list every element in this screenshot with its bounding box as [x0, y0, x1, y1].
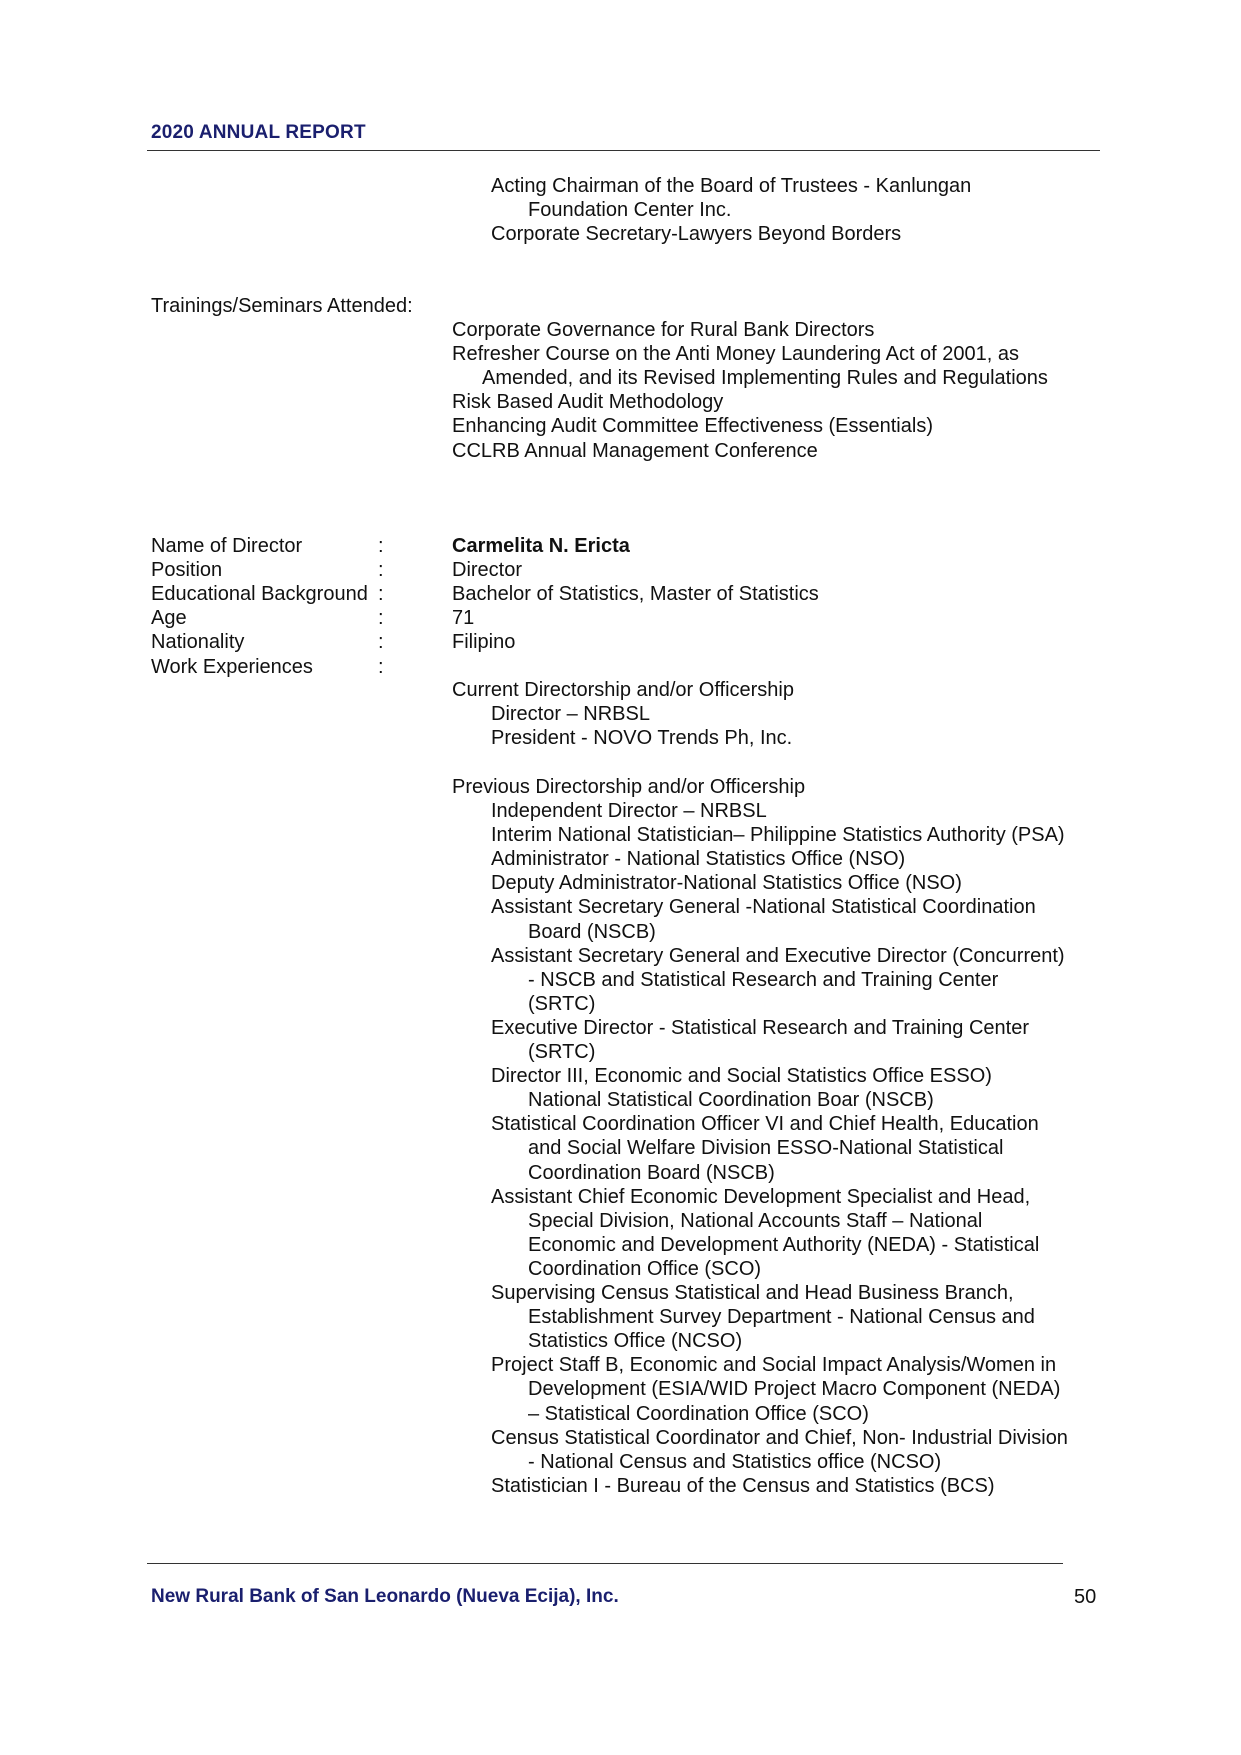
previous-entry: Independent Director – NRBSL [491, 800, 767, 822]
previous-entry-cont: Development (ESIA/WID Project Macro Component (NEDA) [528, 1378, 1061, 1401]
field-value: Director [452, 559, 523, 582]
current-entry: President - NOVO Trends Ph, Inc. [491, 727, 793, 750]
previous-entry-cont: Establishment Survey Department - National Census and [528, 1306, 1035, 1329]
page-number: 50 [1074, 1586, 1097, 1608]
header-rule [147, 150, 1100, 151]
previous-heading: Previous Directorship and/or Officership [452, 776, 806, 798]
field-colon: : [378, 559, 384, 582]
previous-entry: Interim National Statistician– Philippine Statistics Authority (PSA) [491, 824, 1065, 847]
previous-entry-cont: – Statistical Coordination Office (SCO) [528, 1402, 869, 1425]
previous-entry-cont: (SRTC) [528, 1041, 596, 1063]
previous-entry: Assistant Chief Economic Development Specialist and Head, [491, 1185, 1031, 1208]
current-entry: Director – NRBSL [491, 703, 650, 725]
training-entry: Corporate Governance for Rural Bank Directors [452, 319, 875, 341]
previous-entry-cont: and Social Welfare Division ESSO-National Statistical [528, 1137, 1004, 1160]
previous-entry: Supervising Census Statistical and Head Business Branch, [491, 1282, 1014, 1304]
previous-entry-cont: Coordination Office (SCO) [528, 1257, 762, 1280]
field-value: Bachelor of Statistics, Master of Statistics [452, 583, 819, 606]
previous-entry-cont: (SRTC) [528, 992, 596, 1015]
training-entry: Refresher Course on the Anti Money Laundering Act of 2001, as [452, 343, 1020, 366]
previous-entry-cont: Special Division, National Accounts Staff – National [528, 1209, 983, 1232]
field-label: Educational Background [151, 583, 368, 606]
previous-entry-cont: Board (NSCB) [528, 920, 656, 943]
previous-entry: Statistician I - Bureau of the Census and Statistics (BCS) [491, 1474, 995, 1497]
previous-entry: Deputy Administrator-National Statistics Office (NSO) [491, 872, 962, 895]
field-value: Filipino [452, 631, 516, 654]
training-entry: CCLRB Annual Management Conference [452, 439, 818, 462]
previous-entry: Director III, Economic and Social Statistics Office ESSO) [491, 1065, 992, 1088]
footer-rule [147, 1563, 1063, 1564]
field-colon: : [378, 535, 384, 557]
previous-entry: Assistant Secretary General and Executive Director (Concurrent) [491, 944, 1065, 967]
field-value: Carmelita N. Ericta [452, 535, 630, 557]
previous-entry: Census Statistical Coordinator and Chief, Non- Industrial Division [491, 1426, 1068, 1449]
report-title: 2020 ANNUAL REPORT [151, 122, 366, 143]
field-colon: : [378, 583, 384, 606]
field-label: Position [151, 559, 223, 582]
field-label: Nationality [151, 631, 245, 654]
field-colon: : [378, 607, 384, 630]
training-entry: Enhancing Audit Committee Effectiveness (Essentials) [452, 415, 933, 438]
training-entry: Risk Based Audit Methodology [452, 391, 724, 414]
training-entry-cont: Amended, and its Revised Implementing Rules and Regulations [482, 367, 1048, 390]
previous-entry-cont: National Statistical Coordination Boar (NSCB) [528, 1089, 934, 1112]
position-entry: Acting Chairman of the Board of Trustees - Kanlungan [491, 175, 972, 197]
previous-entry-cont: Statistics Office (NCSO) [528, 1330, 743, 1353]
field-label: Name of Director [151, 535, 303, 557]
field-label: Work Experiences [151, 655, 313, 678]
previous-entry-cont: Economic and Development Authority (NEDA) - Statistical [528, 1233, 1040, 1256]
field-colon: : [378, 631, 384, 654]
previous-entry: Administrator - National Statistics Office (NSO) [491, 848, 906, 871]
trainings-label: Trainings/Seminars Attended: [151, 295, 413, 317]
previous-entry: Project Staff B, Economic and Social Impact Analysis/Women in [491, 1354, 1057, 1377]
footer-bank-name: New Rural Bank of San Leonardo (Nueva Ecija), Inc. [151, 1586, 619, 1607]
previous-entry-cont: - National Census and Statistics office (NCSO) [528, 1450, 942, 1473]
previous-entry: Executive Director - Statistical Research and Training Center [491, 1016, 1030, 1039]
field-label: Age [151, 607, 187, 630]
previous-entry: Statistical Coordination Officer VI and Chief Health, Education [491, 1113, 1039, 1136]
previous-entry: Assistant Secretary General -National Statistical Coordination [491, 896, 1036, 919]
previous-entry-cont: Coordination Board (NSCB) [528, 1161, 775, 1184]
previous-entry-cont: - NSCB and Statistical Research and Training Center [528, 968, 999, 991]
position-entry: Corporate Secretary-Lawyers Beyond Borders [491, 223, 902, 246]
field-colon: : [378, 655, 384, 678]
position-entry-cont: Foundation Center Inc. [528, 199, 732, 222]
current-heading: Current Directorship and/or Officership [452, 679, 794, 701]
field-value: 71 [452, 607, 475, 630]
